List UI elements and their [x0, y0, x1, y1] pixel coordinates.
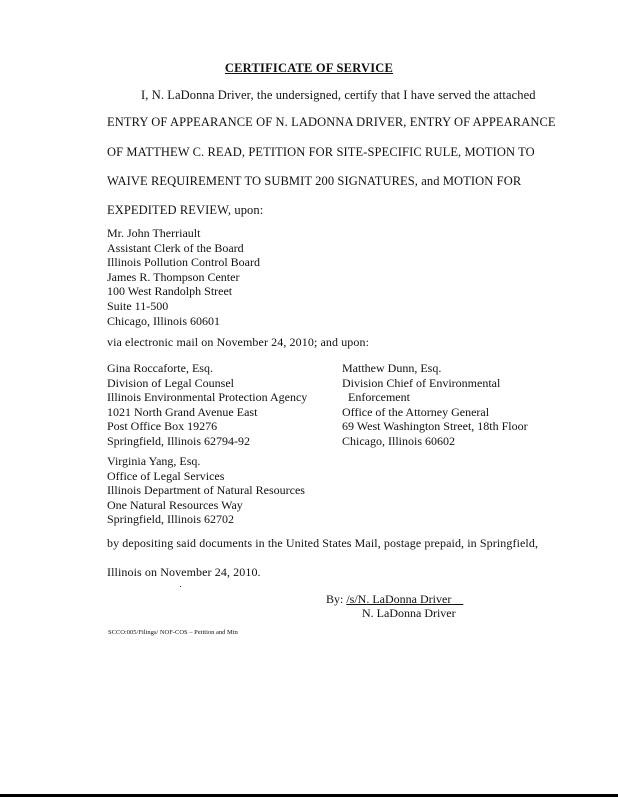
certify-statement-line-2: ENTRY OF APPEARANCE OF N. LADONNA DRIVER, ENTRY OF APPEARANCE [107, 115, 556, 129]
signature-by-prefix: By: [326, 592, 344, 606]
recipient-address-yang [107, 454, 305, 527]
address-line: Springfield, Illinois 62794-92 [107, 433, 250, 448]
recipient-address-roccaforte [107, 361, 307, 449]
address-line: Office of the Attorney General [342, 404, 490, 419]
signature-by-line [326, 592, 463, 607]
deposit-statement-line-2: Illinois on November 24, 2010. [107, 565, 261, 579]
signature-electronic-text: /s/N. LaDonna Driver [346, 592, 452, 606]
address-line: Chicago, Illinois 60601 [107, 313, 220, 328]
address-line: Springfield, Illinois 62702 [107, 512, 234, 527]
address-line: Division of Legal Counsel [107, 375, 234, 390]
address-line: Chicago, Illinois 60602 [342, 433, 455, 448]
address-line: Office of Legal Services [107, 468, 225, 483]
certify-statement-line-1: I, N. LaDonna Driver, the undersigned, certify that I have served the attached [141, 88, 536, 102]
address-line: Post Office Box 19276 [107, 419, 218, 434]
signature-electronic [346, 592, 463, 606]
deposit-statement-line-1: by depositing said documents in the United States Mail, postage prepaid, in Springfield, [107, 536, 539, 550]
address-line: Gina Roccaforte, Esq. [107, 361, 213, 375]
file-path-footer: SCCO:005/Filings/ NOF-COS – Petition and Mtn [108, 629, 238, 636]
address-line: Division Chief of Environmental [342, 375, 501, 390]
address-line: 100 West Randolph Street [107, 284, 233, 299]
address-line: Enforcement [348, 390, 410, 405]
address-line: Assistant Clerk of the Board [107, 240, 244, 255]
address-line: 1021 North Grand Avenue East [107, 404, 258, 419]
certify-statement-line-5: EXPEDITED REVIEW, upon: [107, 203, 264, 217]
via-email-line: via electronic mail on November 24, 2010; and upon: [107, 335, 370, 349]
certify-statement-line-4: WAIVE REQUIREMENT TO SUBMIT 200 SIGNATURES, and MOTION FOR [107, 174, 522, 188]
address-line: Virginia Yang, Esq. [107, 454, 201, 468]
certify-statement-line-3: OF MATTHEW C. READ, PETITION FOR SITE-SPECIFIC RULE, MOTION TO [107, 145, 535, 159]
certificate-title: CERTIFICATE OF SERVICE [224, 61, 394, 75]
recipient-address-therriault [107, 226, 260, 328]
scan-speck [180, 586, 181, 587]
address-line: Suite 11-500 [107, 298, 169, 313]
address-line: One Natural Resources Way [107, 497, 243, 512]
address-line: Illinois Department of Natural Resources [107, 483, 305, 498]
address-line: James R. Thompson Center [107, 269, 240, 284]
scan-bottom-edge-rule [0, 794, 618, 797]
address-line: Illinois Pollution Control Board [107, 255, 261, 270]
address-line: Illinois Environmental Protection Agency [107, 390, 308, 405]
address-line: Matthew Dunn, Esq. [342, 361, 442, 375]
signer-name: N. LaDonna Driver [362, 606, 456, 620]
address-line: Mr. John Therriault [107, 226, 201, 240]
address-line: 69 West Washington Street, 18th Floor [342, 419, 528, 434]
recipient-address-dunn [342, 361, 528, 449]
